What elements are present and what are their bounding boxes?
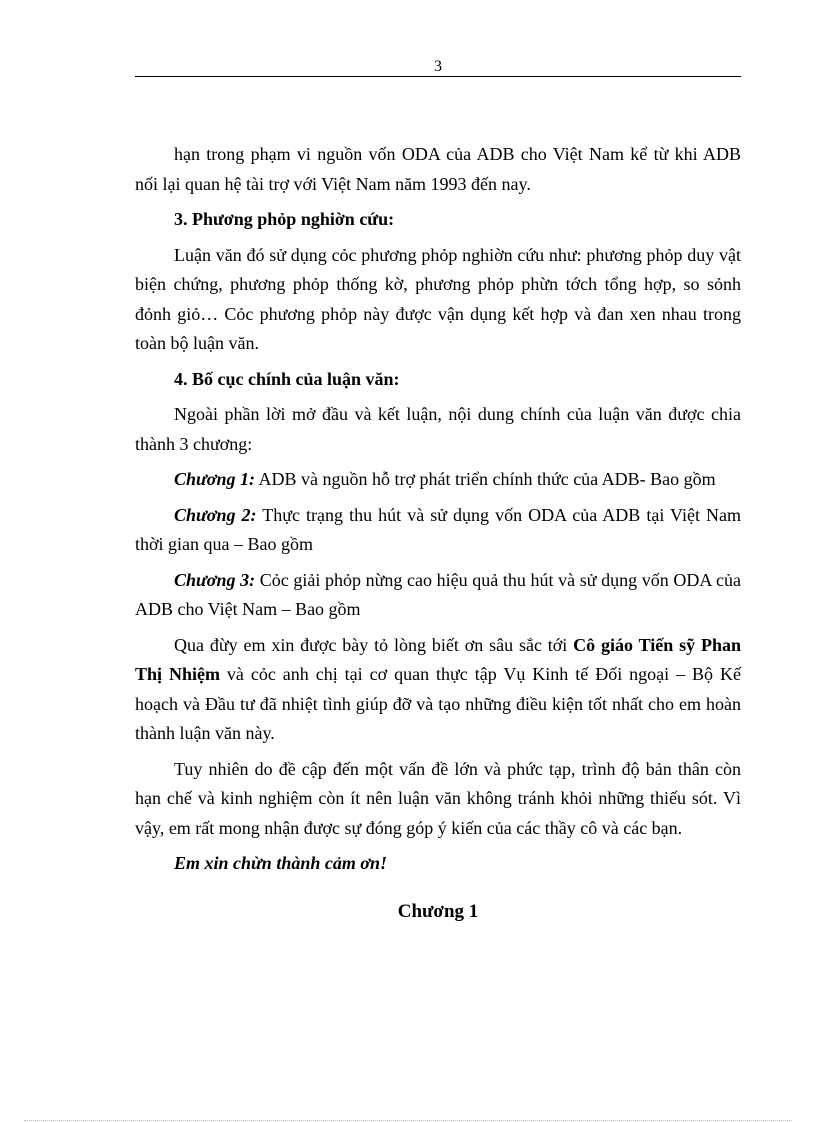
chapter-3-description: Cỏc giải phỏp nừng cao hiệu quả thu hút và sử dụng vốn ODA của ADB cho Việt Nam – Bao gồm <box>135 569 742 619</box>
section-heading-methods: 3. Phương phỏp nghiờn cứu: <box>174 209 395 229</box>
chapter-2-item <box>135 501 741 560</box>
chapter-1-label: Chương 1: <box>174 469 255 489</box>
chapter-3-item <box>135 566 741 625</box>
chapter-1-description: ADB và nguồn hỗ trợ phát triển chính thức của ADB- Bao gồm <box>254 469 716 489</box>
chapter-2-label: Chương 2: <box>174 504 257 525</box>
supervisor-name: Cô giáo Tiến sỹ Phan Thị Nhiệm <box>135 634 741 684</box>
acknowledgement-end: và cỏc anh chị tại cơ quan thực tập Vụ Kinh tế Đối ngoại – Bộ Kế hoạch và Đầu tư đã nhiệt tình giúp đỡ và tạo những điều kiện tốt nhất cho em hoàn thành luận văn này. <box>135 664 741 743</box>
chapter-title: Chương 1 <box>397 900 479 922</box>
paragraph-methods: Luận văn đó sử dụng cỏc phương phỏp nghiờn cứu như: phương phỏp duy vật biện chứng, phương phỏp thống kờ, phương phỏp phừn tớch tổng hợp, so sỏnh đỏnh giỏ… Cỏc phương phỏp này được vận dụng kết hợp và đan xen nhau trong toàn bộ luận văn. <box>135 244 741 353</box>
page-header <box>135 58 741 77</box>
chapter-2-description: Thực trạng thu hút và sử dụng vốn ODA của ADB tại Việt Nam thời gian qua – Bao gồm <box>135 504 741 554</box>
document-body <box>135 140 741 926</box>
paragraph-scope: hạn trong phạm vi nguồn vốn ODA của ADB cho Việt Nam kể từ khi ADB nối lại quan hệ tài trợ với Việt Nam năm 1993 đến nay. <box>135 144 741 194</box>
closing-thanks: Em xin chừn thành cảm ơn! <box>174 853 388 873</box>
paragraph-limitations: Tuy nhiên do đề cập đến một vấn đề lớn và phức tạp, trình độ bản thân còn hạn chế và kinh nghiệm còn ít nên luận văn không tránh khỏi những thiếu sót. Vì vậy, em rất mong nhận được sự đóng góp ý kiến của các thầy cô và các bạn. <box>135 758 741 838</box>
acknowledgement-start: Qua đừy em xin được bày tỏ lòng biết ơn sâu sắc tới <box>174 634 574 655</box>
chapter-1-item <box>135 465 741 495</box>
page-bottom-divider <box>24 1120 792 1121</box>
chapter-3-label: Chương 3: <box>174 569 256 590</box>
paragraph-structure: Ngoài phần lời mở đầu và kết luận, nội dung chính của luận văn được chia thành 3 chương: <box>135 404 741 454</box>
section-heading-structure: 4. Bố cục chính của luận văn: <box>174 368 400 389</box>
paragraph-acknowledgement <box>135 631 741 749</box>
page-number: 3 <box>434 58 442 75</box>
